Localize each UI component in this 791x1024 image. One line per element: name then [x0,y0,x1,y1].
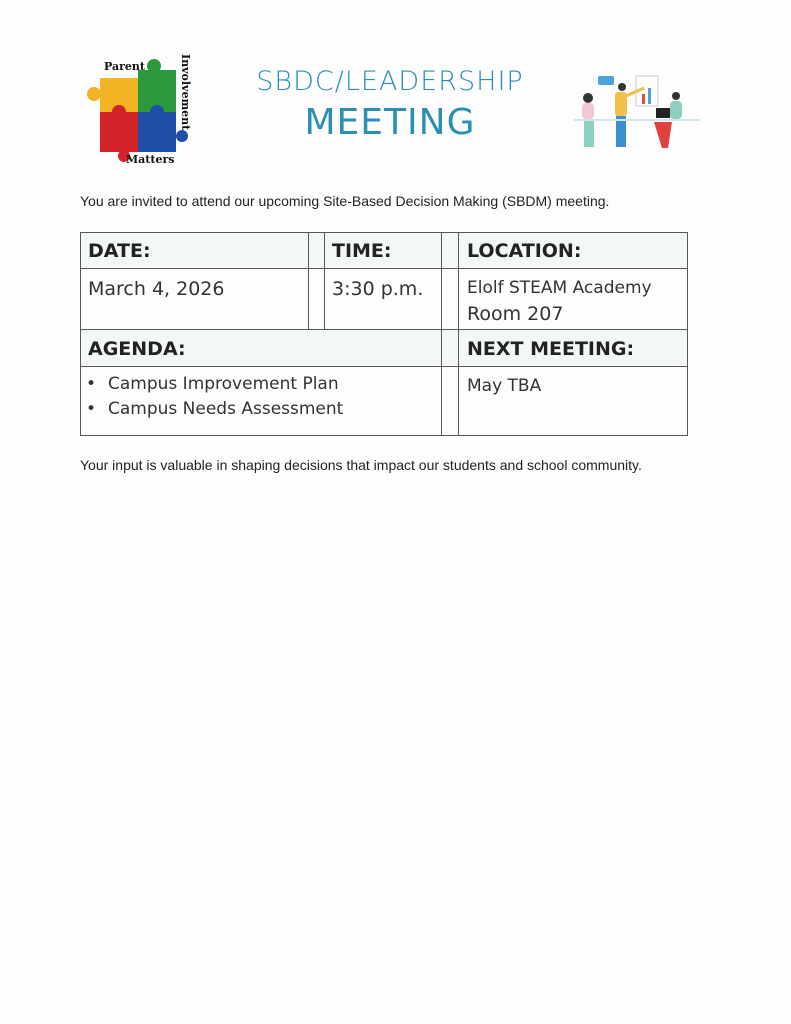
time-label: TIME: [332,240,392,262]
next-meeting-value: May TBA [467,376,542,396]
location-line-1: Elolf STEAM Academy [467,278,652,298]
meeting-illustration [572,72,702,154]
time-value: 3:30 p.m. [332,278,424,300]
svg-text:Matters: Matters [126,153,175,166]
agenda-item: • Campus Improvement Plan [80,372,343,397]
svg-text:Involvement: Involvement [179,54,192,131]
title-line-2: MEETING [304,102,476,143]
closing-text: Your input is valuable in shaping decisions that impact our students and school community. [80,457,642,473]
parent-involvement-logo [86,52,196,167]
agenda-item: • Campus Needs Assessment [80,397,343,422]
title-line-1: SBDC/LEADERSHIP [256,66,524,97]
location-line-2: Room 207 [467,303,564,325]
next-meeting-label: NEXT MEETING: [467,338,635,360]
date-label: DATE: [88,240,151,262]
svg-text:Parent: Parent [104,60,145,73]
agenda-list [80,372,343,422]
location-label: LOCATION: [467,240,582,262]
intro-text: You are invited to attend our upcoming Site-Based Decision Making (SBDM) meeting. [80,193,610,209]
date-value: March 4, 2026 [88,278,225,300]
agenda-label: AGENDA: [88,338,186,360]
